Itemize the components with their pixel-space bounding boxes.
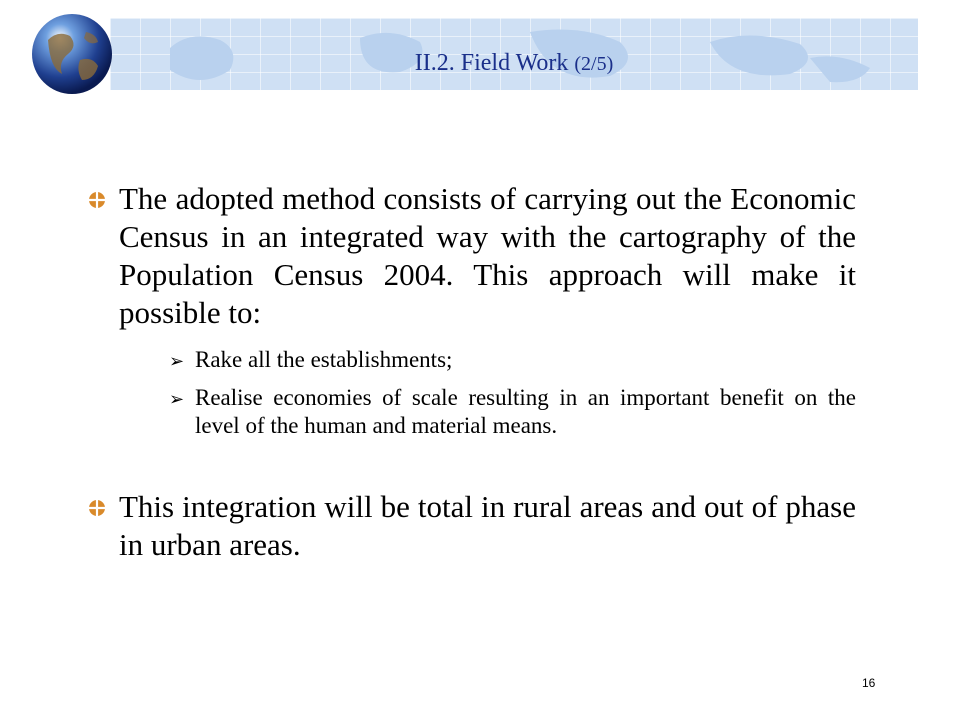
slide-title-suffix: (2/5) <box>574 53 614 75</box>
arrow-bullet-icon: ➢ <box>169 389 185 410</box>
bullet-text: This integration will be total in rural areas and out of phase in urban areas. <box>119 489 856 562</box>
slide-title <box>110 48 918 79</box>
arrow-bullet-icon: ➢ <box>169 351 185 372</box>
sub-item-text: Realise economies of scale resulting in an important benefit on the level of the human and material means. <box>195 385 856 438</box>
page-number: 16 <box>862 676 876 690</box>
bullet-item-2 <box>86 488 856 564</box>
orange-disc-icon <box>86 189 108 211</box>
bullet-item-1 <box>86 180 856 440</box>
orange-disc-icon <box>86 497 108 519</box>
sub-item-text: Rake all the establishments; <box>195 347 453 372</box>
slide-content <box>86 180 856 564</box>
sub-item-1 <box>119 346 856 374</box>
sub-item-2 <box>119 384 856 440</box>
bullet-text: The adopted method consists of carrying out the Economic Census in an integrated way with the cartography of the Population Census 2004. This approach will make it possible to: <box>119 181 856 330</box>
sub-list <box>119 346 856 440</box>
slide-title-text: II.2. Field Work <box>414 50 569 76</box>
globe-logo-icon <box>28 10 116 98</box>
